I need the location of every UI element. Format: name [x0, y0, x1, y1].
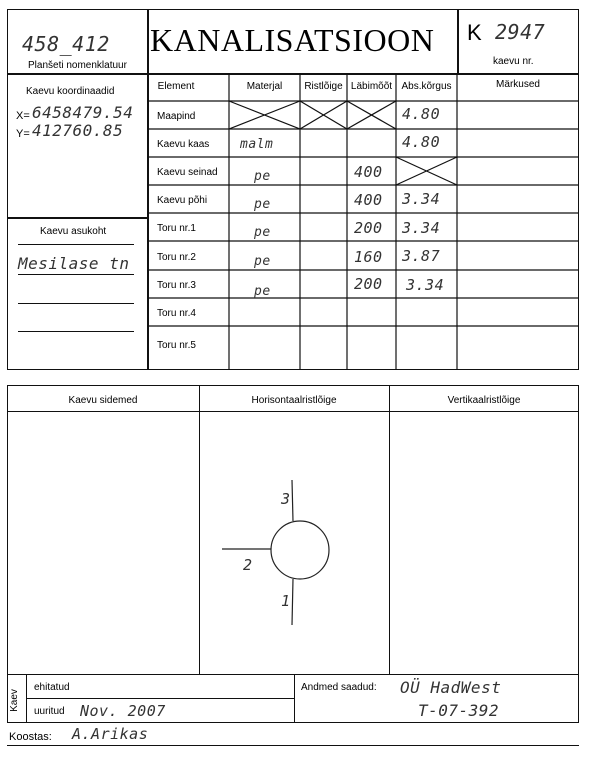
- row-label: Kaevu seinad: [157, 167, 218, 178]
- section-horizontal-title: Horisontaalristlõige: [251, 395, 337, 406]
- cell-material: pe: [254, 254, 271, 269]
- cell-height: 4.80: [402, 133, 441, 151]
- cell-height: 4.80: [402, 105, 441, 123]
- divider: [294, 674, 295, 723]
- sheet-label: Planšeti nomenklatuur: [28, 60, 127, 71]
- cell-height: 3.34: [402, 219, 441, 237]
- row-label: Toru nr.3: [157, 280, 196, 291]
- sheet-number: 458_412: [22, 32, 110, 56]
- row-label: Kaevu põhi: [157, 195, 208, 206]
- col-header-element: Element: [157, 81, 195, 92]
- cell-material: pe: [254, 284, 271, 299]
- section-vertical-title: Vertikaalristlõige: [447, 395, 521, 406]
- row-label: Toru nr.5: [157, 340, 196, 351]
- data-source-label: Andmed saadud:: [301, 682, 377, 693]
- signature-line: [7, 745, 579, 746]
- cell-diameter: 400: [354, 163, 383, 181]
- compiled-value: A.Arikas: [72, 725, 149, 743]
- pipe-label-2: 2: [243, 556, 253, 574]
- cell-material: malm: [240, 137, 274, 152]
- cell-material: pe: [254, 169, 271, 184]
- row-label: Kaevu kaas: [157, 139, 210, 150]
- cell-diameter: 400: [354, 191, 383, 209]
- row-label: Toru nr.2: [157, 252, 196, 263]
- surveyed-label: uuritud: [34, 706, 65, 717]
- well-number: 2947: [495, 20, 546, 44]
- cell-material: pe: [254, 197, 271, 212]
- pipe-label-3: 3: [281, 490, 291, 508]
- cell-height: 3.34: [406, 276, 445, 294]
- data-source-company: OÜ HadWest: [400, 678, 502, 697]
- page-title: KANALISATSIOON: [150, 22, 435, 58]
- cell-diameter: 160: [354, 248, 383, 266]
- y-prefix: Y=: [16, 128, 30, 140]
- row-label: Toru nr.1: [157, 223, 196, 234]
- pipe-label-1: 1: [281, 592, 291, 610]
- well-label: kaevu nr.: [493, 56, 534, 67]
- side-label: Kaev: [8, 689, 20, 712]
- col-header-height: Abs.kõrgus: [401, 81, 452, 92]
- y-coordinate: 412760.85: [32, 121, 124, 140]
- divider: [26, 698, 294, 699]
- x-prefix: X=: [16, 110, 30, 122]
- row-label: Toru nr.4: [157, 308, 196, 319]
- section-links-title: Kaevu sidemed: [68, 395, 138, 406]
- cell-height: 3.87: [402, 247, 441, 265]
- built-label: ehitatud: [34, 682, 70, 693]
- well-prefix: K: [467, 20, 482, 45]
- compiled-label: Koostas:: [9, 731, 52, 743]
- col-header-cross: Ristlõige: [304, 81, 343, 92]
- coords-label: Kaevu koordinaadid: [26, 86, 115, 97]
- row-label: Maapind: [157, 111, 196, 122]
- col-header-diameter: Läbimõõt: [350, 81, 393, 92]
- cell-height: 3.34: [402, 190, 441, 208]
- cell-material: pe: [254, 225, 271, 240]
- cell-diameter: 200: [354, 219, 383, 237]
- x-coordinate: 6458479.54: [32, 103, 134, 122]
- col-header-material: Materjal: [246, 81, 283, 92]
- location-value: Mesilase tn: [18, 254, 130, 273]
- surveyed-value: Nov. 2007: [80, 702, 166, 720]
- cell-diameter: 200: [354, 275, 383, 293]
- data-source-code: T-07-392: [418, 701, 500, 720]
- col-header-notes: Märkused: [496, 79, 540, 90]
- location-label: Kaevu asukoht: [40, 226, 107, 237]
